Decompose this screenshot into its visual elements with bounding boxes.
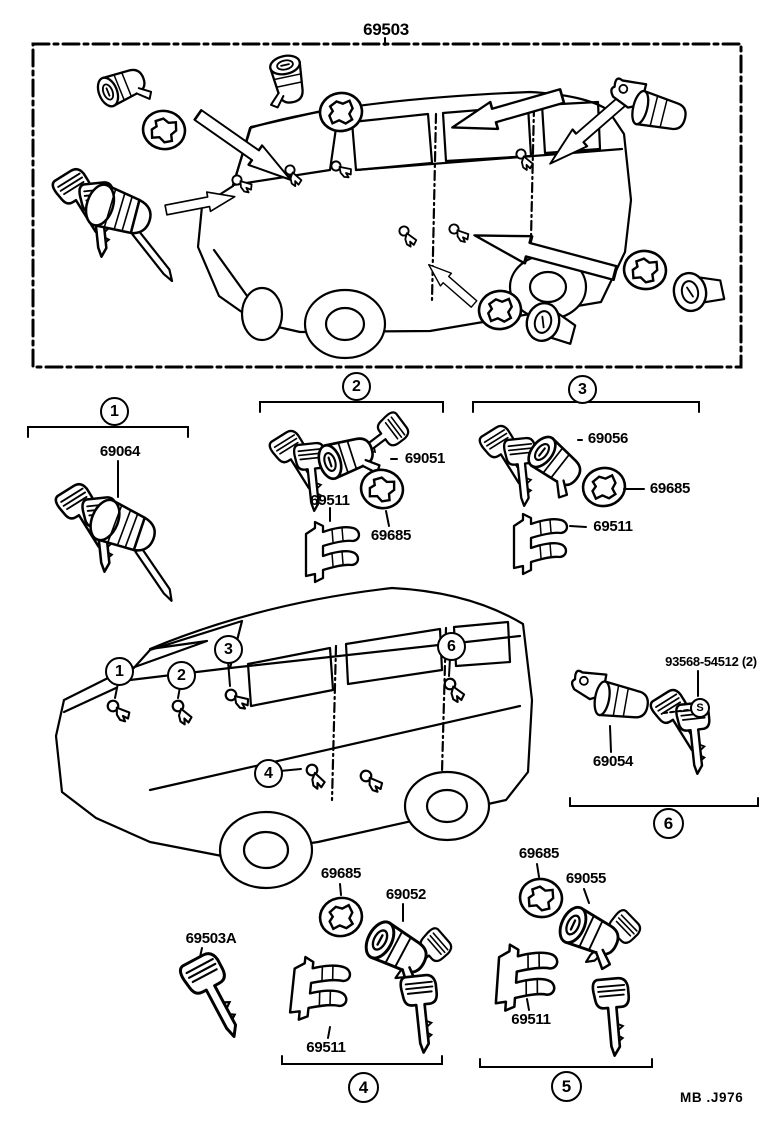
key-blank-art [178, 950, 253, 1045]
retainer-clip-art [289, 956, 351, 1024]
hanging-key-art [400, 974, 443, 1054]
group6-art [567, 669, 758, 806]
part-label-69511: 69511 [310, 492, 350, 509]
group4-art [282, 884, 454, 1064]
part-label-69056: 69056 [587, 430, 629, 447]
van-marker-3: 3 [214, 635, 243, 664]
escutcheon-ring-art [621, 248, 669, 293]
escutcheon-ring-art [357, 465, 407, 512]
group2-art [260, 402, 443, 582]
group5-callout-badge: 5 [551, 1071, 582, 1102]
retainer-clip-art [306, 522, 359, 582]
middle-van-illustration [56, 588, 532, 888]
part-label-69511: 69511 [511, 1011, 551, 1028]
lock-cylinder-art [94, 63, 153, 116]
group3-callout-badge: 3 [568, 375, 597, 404]
hanging-key-art [592, 977, 634, 1057]
screw-symbol-badge: S [690, 698, 710, 718]
group4-callout-badge: 4 [348, 1072, 379, 1103]
part-label-69064: 69064 [99, 443, 141, 460]
part-label-69511: 69511 [306, 1039, 346, 1056]
group5-art [480, 864, 652, 1067]
van-marker-2: 2 [167, 661, 196, 690]
lock-cylinder-face-art [670, 267, 725, 314]
part-label-69054: 69054 [592, 753, 634, 770]
lock-cylinder-art [262, 53, 308, 109]
retainer-clip-art [514, 514, 567, 574]
ignition-cylinder-art [72, 181, 194, 281]
escutcheon-ring-art [317, 894, 366, 940]
retainer-clip-art [495, 944, 558, 1014]
group6-callout-badge: 6 [653, 808, 684, 839]
part-label-69511: 69511 [593, 518, 633, 535]
part-label-69685: 69685 [649, 480, 691, 497]
escutcheon-ring-art [580, 465, 628, 510]
part-label-69055: 69055 [565, 870, 607, 887]
escutcheon-ring-art [140, 107, 189, 153]
van-marker-6: 6 [437, 632, 466, 661]
group2-callout-badge: 2 [342, 372, 371, 401]
lock-with-bracket-art [567, 669, 651, 723]
part-label-93568-54512: 93568-54512 (2) [665, 654, 757, 669]
van-marker-4: 4 [254, 759, 283, 788]
van-marker-1: 1 [105, 657, 134, 686]
part-label-69052: 69052 [385, 886, 427, 903]
assembly-part-number-label: 69503 [363, 20, 409, 39]
part-label-69503A: 69503A [185, 930, 237, 947]
part-label-69685: 69685 [518, 845, 560, 862]
figure-code: MB .J976 [680, 1090, 744, 1105]
part-label-69051: 69051 [404, 450, 446, 467]
part-label-69685: 69685 [370, 527, 412, 544]
key-69503A-art [178, 948, 253, 1045]
part-label-69685: 69685 [320, 865, 362, 882]
group1-callout-badge: 1 [100, 397, 129, 426]
escutcheon-ring-art [517, 876, 565, 921]
